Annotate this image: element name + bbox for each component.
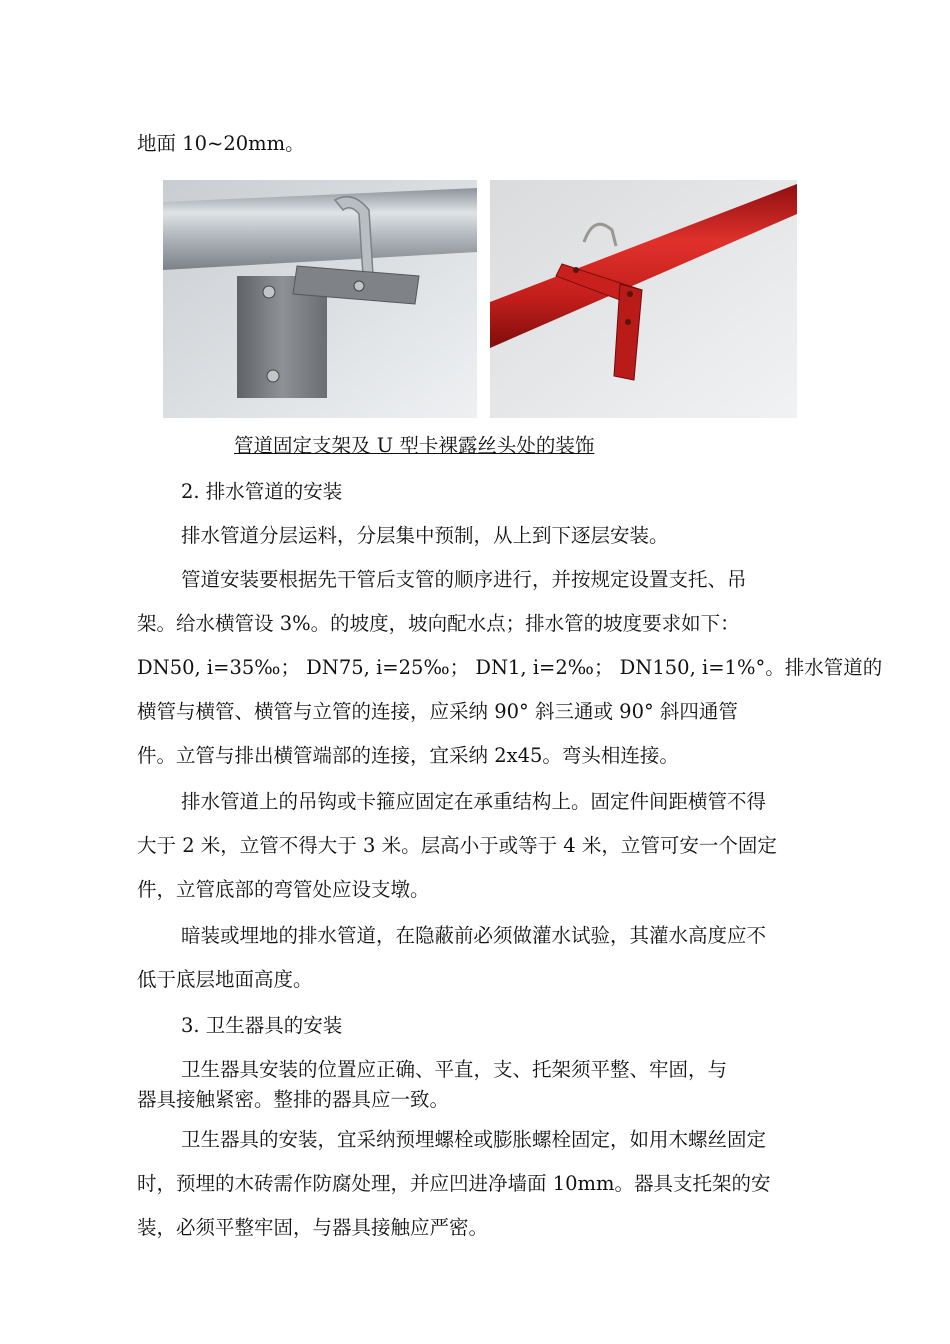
text-line: DN50, i=35‰； DN75, i=25‰； DN1, i=2‰； DN150, i=1%°。排水管道的 [137, 656, 883, 679]
text-line: 卫生器具的安装，宜采纳预埋螺栓或膨胀螺栓固定，如用木螺丝固定 [181, 1128, 767, 1151]
pipe-bracket-photo-silver [163, 180, 477, 418]
text-line: 装，必须平整牢固，与器具接触应严密。 [137, 1216, 489, 1239]
text-line: 排水管道分层运料，分层集中预制，从上到下逐层安装。 [181, 524, 669, 547]
text-line: 架。给水横管设 3%。的坡度，坡向配水点；排水管的坡度要求如下： [137, 612, 740, 635]
text-line: 件。立管与排出横管端部的连接，宜采纳 2x45。弯头相连接。 [137, 744, 679, 767]
text-line: 大于 2 米，立管不得大于 3 米。层高小于或等于 4 米，立管可安一个固定 [137, 834, 777, 857]
text-line: 卫生器具安装的位置应正确、平直，支、托架须平整、牢固，与 [181, 1058, 728, 1081]
text-line: 器具接触紧密。整排的器具应一致。 [137, 1088, 450, 1111]
figure-caption: 管道固定支架及 U 型卡裸露丝头处的装饰 [234, 434, 595, 457]
pipe-bracket-photo-red [490, 180, 797, 418]
text-line: 管道安装要根据先干管后支管的顺序进行，并按规定设置支托、吊 [181, 568, 747, 591]
text-line: 时，预埋的木砖需作防腐处理，并应凹进净墙面 10mm。器具支托架的安 [137, 1172, 771, 1195]
text-line: 排水管道上的吊钩或卡箍应固定在承重结构上。固定件间距横管不得 [181, 790, 767, 813]
section-heading: 3. 卫生器具的安装 [181, 1014, 343, 1037]
text-line: 件，立管底部的弯管处应设支墩。 [137, 878, 430, 901]
text-line: 地面 10~20mm。 [137, 132, 305, 155]
text-line: 横管与横管、横管与立管的连接，应采纳 90° 斜三通或 90° 斜四通管 [137, 700, 738, 723]
text-line: 暗装或埋地的排水管道，在隐蔽前必须做灌水试验，其灌水高度应不 [181, 924, 767, 947]
text-line: 低于底层地面高度。 [137, 968, 313, 991]
section-heading: 2. 排水管道的安装 [181, 480, 343, 503]
